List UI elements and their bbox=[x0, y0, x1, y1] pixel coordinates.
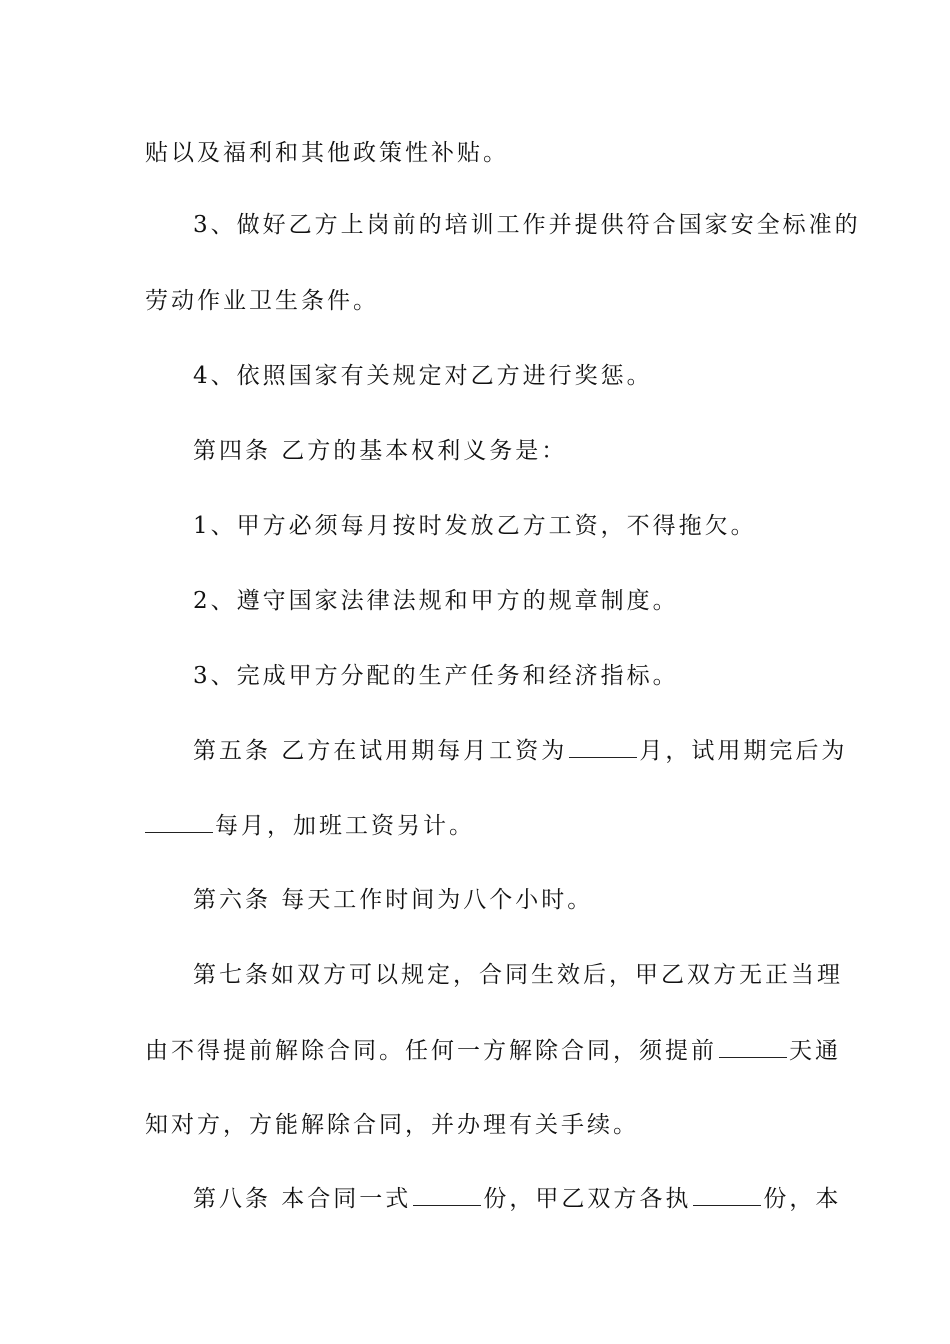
text-line: 4、依照国家有关规定对乙方进行奖惩。 bbox=[193, 363, 653, 389]
article-5-line-2 bbox=[145, 811, 810, 841]
text-segment: 份，甲乙双方各执 bbox=[483, 1186, 692, 1212]
blank-field bbox=[693, 1187, 761, 1206]
text-line: 1、甲方必须每月按时发放乙方工资，不得拖欠。 bbox=[193, 513, 757, 539]
article-7-line-2 bbox=[145, 1036, 841, 1066]
text-segment: 第五条 乙方在试用期每月工资为 bbox=[193, 738, 568, 764]
text-line: 劳动作业卫生条件。 bbox=[145, 288, 379, 314]
text-line: 知对方，方能解除合同，并办理有关手续。 bbox=[145, 1112, 639, 1138]
article-heading: 第四条 乙方的基本权利义务是： bbox=[193, 438, 568, 464]
article-8-line-1 bbox=[193, 1184, 858, 1214]
text-line: 贴以及福利和其他政策性补贴。 bbox=[145, 140, 509, 166]
text-line: 3、做好乙方上岗前的培训工作并提供符合国家安全标准的 bbox=[193, 212, 861, 238]
blank-field bbox=[413, 1187, 481, 1206]
article-5-line-1 bbox=[193, 736, 858, 766]
text-segment: 月，试用期完后为 bbox=[639, 738, 848, 764]
blank-field bbox=[719, 1039, 787, 1058]
text-line: 第七条如双方可以规定，合同生效后，甲乙双方无正当理 bbox=[193, 962, 843, 988]
blank-field bbox=[569, 739, 637, 758]
article-heading: 第六条 每天工作时间为八个小时。 bbox=[193, 887, 594, 913]
text-segment: 份，本 bbox=[763, 1186, 842, 1212]
text-line: 2、遵守国家法律法规和甲方的规章制度。 bbox=[193, 588, 679, 614]
text-segment: 由不得提前解除合同。任何一方解除合同，须提前 bbox=[145, 1038, 717, 1064]
text-segment: 天通 bbox=[789, 1038, 841, 1064]
text-line: 3、完成甲方分配的生产任务和经济指标。 bbox=[193, 663, 679, 689]
text-segment: 第八条 本合同一式 bbox=[193, 1186, 412, 1212]
text-segment: 每月，加班工资另计。 bbox=[215, 813, 475, 839]
blank-field bbox=[145, 814, 213, 833]
